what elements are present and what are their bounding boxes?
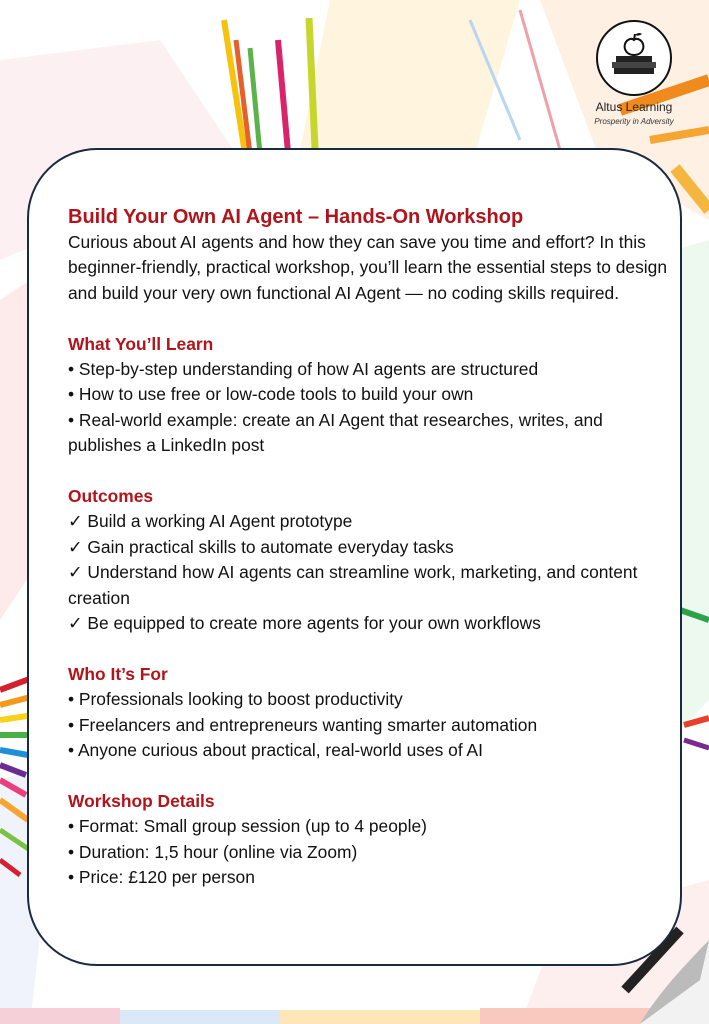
brand-logo <box>590 20 690 140</box>
brand-tagline: Prosperity in Adversity <box>594 117 674 126</box>
brand-name: Altus Learning <box>595 100 673 114</box>
intro-paragraph: Curious about AI agents and how they can save you time and effort? In this beginner-friendly, practical workshop, you’ll learn the essential steps to design and build your very own functional AI Agent — no coding skills required. <box>68 232 668 303</box>
details-heading: Workshop Details <box>68 790 215 811</box>
list-item: • Duration: 1,5 hour (online via Zoom) <box>68 841 358 862</box>
workshop-content <box>68 204 668 891</box>
outcomes-heading: Outcomes <box>68 486 154 507</box>
list-item: • Real-world example: create an AI Agent that researches, writes, and publishes a LinkedIn post <box>68 409 603 456</box>
learn-heading: What You’ll Learn <box>68 333 214 354</box>
apple-on-books-icon <box>598 22 670 94</box>
list-item: ✓ Be equipped to create more agents for your own workflows <box>68 613 541 634</box>
list-item: • Anyone curious about practical, real-world uses of AI <box>68 740 483 761</box>
list-item: • How to use free or low-code tools to build your own <box>68 384 474 405</box>
logo-badge <box>596 20 672 96</box>
list-item: • Professionals looking to boost productivity <box>68 689 403 710</box>
list-item: ✓ Gain practical skills to automate everyday tasks <box>68 536 454 557</box>
list-item: • Freelancers and entrepreneurs wanting smarter automation <box>68 714 538 735</box>
list-item: • Format: Small group session (up to 4 people) <box>68 816 427 837</box>
list-item: ✓ Understand how AI agents can streamline work, marketing, and content creation <box>68 562 638 608</box>
page-title: Build Your Own AI Agent – Hands-On Workshop <box>68 206 524 228</box>
list-item: • Step-by-step understanding of how AI agents are structured <box>68 359 539 380</box>
list-item: ✓ Build a working AI Agent prototype <box>68 511 353 532</box>
audience-heading: Who It’s For <box>68 663 168 684</box>
list-item: • Price: £120 per person <box>68 867 255 888</box>
